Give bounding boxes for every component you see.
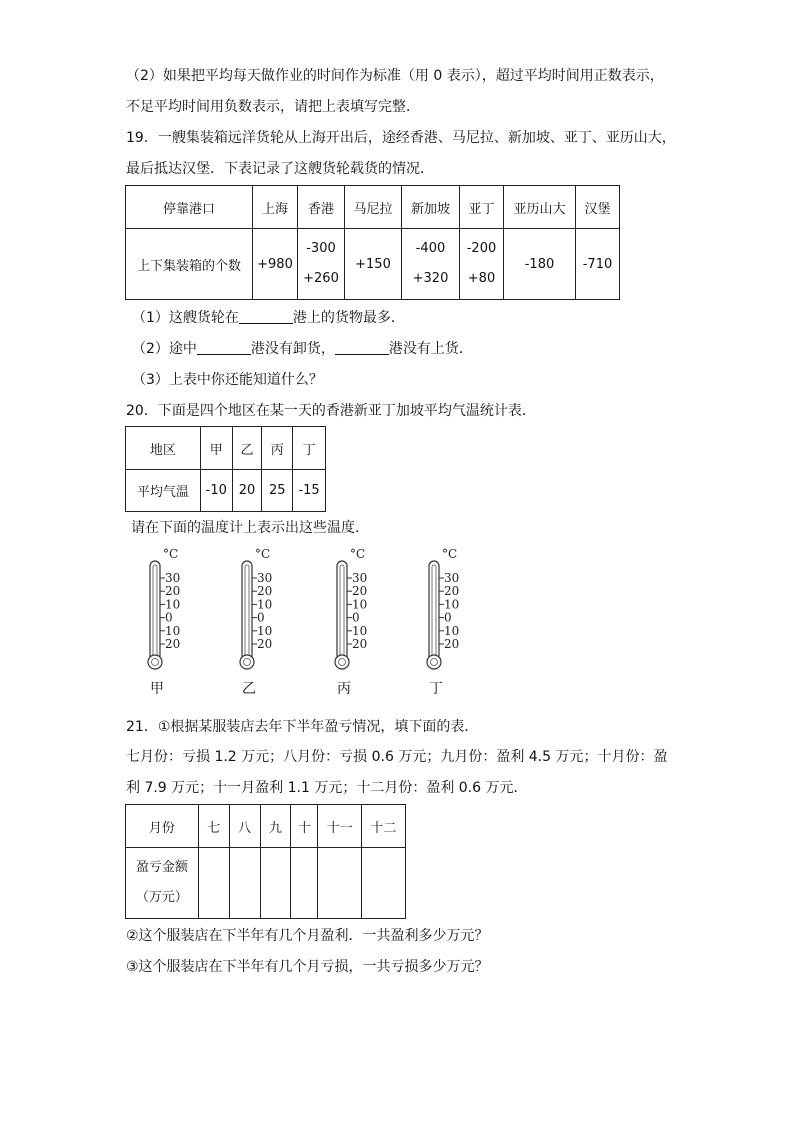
scale-label: 20 — [444, 637, 460, 651]
scale-label: 30 — [165, 571, 181, 585]
port-name: 汉堡 — [576, 186, 620, 229]
q21-line2: 七月份：亏损 1.2 万元；八月份：亏损 0.6 万元；九月份：盈利 4.5 万元；十月份：盈 — [126, 749, 668, 765]
q18-line2: 不足平均时间用负数表示，请把上表填写完整． — [126, 99, 420, 115]
scale-label: 20 — [352, 637, 368, 651]
thermometer-inner — [432, 565, 436, 661]
thermometer-label: 乙 — [242, 681, 256, 697]
thermometer-drawing — [237, 546, 297, 676]
port-name: 上海 — [253, 186, 298, 229]
month-name: 十 — [291, 805, 318, 848]
region-name: 丙 — [262, 427, 293, 470]
thermometer-label: 丙 — [337, 681, 351, 697]
profit-cell[interactable] — [229, 848, 260, 919]
scale-label: 10 — [352, 597, 368, 612]
q18-line1: （2）如果把平均每天做作业的时间作为标准（用 0 表示），超过平均时间用正数表示， — [126, 68, 664, 84]
unit-label: °C — [163, 547, 179, 561]
answer-blank[interactable] — [197, 340, 251, 355]
thermometer-bulb-inner — [244, 659, 251, 666]
thermometer[interactable] — [237, 546, 297, 696]
container-count: -400 +320 — [402, 229, 460, 300]
thermometer-inner — [153, 565, 157, 661]
profit-cell[interactable] — [198, 848, 229, 919]
month-name: 八 — [229, 805, 260, 848]
ports-table — [125, 185, 620, 300]
temp-value: -15 — [293, 470, 326, 512]
temp-value: 25 — [262, 470, 293, 512]
scale-label: 0 — [165, 610, 173, 625]
month-header-label: 月份 — [126, 805, 199, 848]
container-count: -180 — [504, 229, 576, 300]
container-count: -200 +80 — [460, 229, 504, 300]
thermometer-drawing — [145, 546, 205, 676]
container-count: +980 — [253, 229, 298, 300]
q19-line1: 19．一艘集装箱远洋货轮从上海开出后，途经香港、马尼拉、新加坡、亚丁、亚历山大， — [126, 130, 676, 146]
container-count: -300 +260 — [298, 229, 345, 300]
scale-label: 30 — [257, 571, 273, 585]
q19-sub2: （2）途中 港没有卸货， 港没有上货． — [132, 341, 473, 357]
scale-label: 20 — [444, 584, 460, 599]
q20-instruction: 请在下面的温度计上表示出这些温度． — [131, 520, 369, 536]
scale-label: 20 — [257, 584, 273, 599]
temp-header-label: 地区 — [126, 427, 201, 470]
scale-label: 0 — [352, 610, 360, 625]
q19-line2: 最后抵达汉堡．下表记录了这艘货轮载货的情况． — [126, 161, 434, 177]
profit-row-label: 盈亏金额 （万元） — [126, 848, 199, 919]
month-name: 十二 — [362, 805, 406, 848]
ports-row-label: 上下集装箱的个数 — [126, 229, 253, 300]
thermometer-tube — [337, 561, 347, 661]
scale-label: 10 — [165, 623, 181, 638]
thermometer-inner — [340, 565, 344, 661]
temp-value: -10 — [200, 470, 232, 512]
container-count: -710 — [576, 229, 620, 300]
month-name: 十一 — [318, 805, 362, 848]
thermometer[interactable] — [332, 546, 392, 696]
ports-header-label: 停靠港口 — [126, 186, 253, 229]
port-name: 亚丁 — [460, 186, 504, 229]
port-name: 亚历山大 — [504, 186, 576, 229]
scale-label: 0 — [444, 610, 452, 625]
scale-label: 30 — [444, 571, 460, 585]
thermometer-label: 丁 — [429, 681, 443, 697]
container-count: +150 — [345, 229, 402, 300]
thermometer-inner — [245, 565, 249, 661]
thermometer-drawing — [332, 546, 392, 676]
scale-label: 0 — [257, 610, 265, 625]
scale-label: 30 — [352, 571, 368, 585]
profit-cell[interactable] — [318, 848, 362, 919]
month-name: 七 — [198, 805, 229, 848]
unit-label: °C — [442, 547, 458, 561]
temp-value: 20 — [232, 470, 262, 512]
thermometer[interactable] — [424, 546, 484, 696]
unit-label: °C — [255, 547, 271, 561]
scale-label: 10 — [444, 597, 460, 612]
q19-sub3: （3）上表中你还能知道什么？ — [132, 372, 323, 388]
scale-label: 10 — [352, 623, 368, 638]
thermometer-tube — [242, 561, 252, 661]
q21-line1: 21．①根据某服装店去年下半年盈亏情况，填下面的表． — [126, 719, 479, 735]
scale-label: 20 — [257, 637, 273, 651]
port-name: 香港 — [298, 186, 345, 229]
q19-sub1: （1）这艘货轮在 港上的货物最多． — [132, 310, 405, 326]
region-name: 甲 — [200, 427, 232, 470]
unit-label: °C — [350, 547, 366, 561]
port-name: 马尼拉 — [345, 186, 402, 229]
q21-sub2: ②这个服装店在下半年有几个月盈利．一共盈利多少万元？ — [126, 928, 489, 944]
thermometer-label: 甲 — [150, 681, 164, 697]
region-name: 丁 — [293, 427, 326, 470]
profit-loss-table — [125, 804, 406, 919]
port-name: 新加坡 — [402, 186, 460, 229]
thermometer-tube — [150, 561, 160, 661]
profit-cell[interactable] — [362, 848, 406, 919]
temperature-table — [125, 426, 326, 512]
profit-cell[interactable] — [260, 848, 291, 919]
scale-label: 10 — [165, 597, 181, 612]
q20-line1: 20．下面是四个地区在某一天的香港新亚丁加坡平均气温统计表． — [126, 403, 536, 419]
scale-label: 10 — [444, 623, 460, 638]
month-name: 九 — [260, 805, 291, 848]
scale-label: 20 — [165, 584, 181, 599]
thermometer-bulb-inner — [339, 659, 346, 666]
region-name: 乙 — [232, 427, 262, 470]
profit-cell[interactable] — [291, 848, 318, 919]
scale-label: 20 — [165, 637, 181, 651]
answer-blank[interactable] — [335, 340, 389, 355]
scale-label: 10 — [257, 597, 273, 612]
answer-blank[interactable] — [239, 309, 293, 324]
temp-row-label: 平均气温 — [126, 470, 201, 512]
scale-label: 20 — [352, 584, 368, 599]
thermometer-tube — [429, 561, 439, 661]
scale-label: 10 — [257, 623, 273, 638]
thermometer[interactable] — [145, 546, 205, 696]
q21-line3: 利 7.9 万元；十一月盈利 1.1 万元；十二月份：盈利 0.6 万元． — [126, 780, 528, 796]
thermometer-bulb-inner — [431, 659, 438, 666]
q21-sub3: ③这个服装店在下半年有几个月亏损，一共亏损多少万元？ — [126, 959, 489, 975]
thermometer-bulb-inner — [152, 659, 159, 666]
thermometer-drawing — [424, 546, 484, 676]
